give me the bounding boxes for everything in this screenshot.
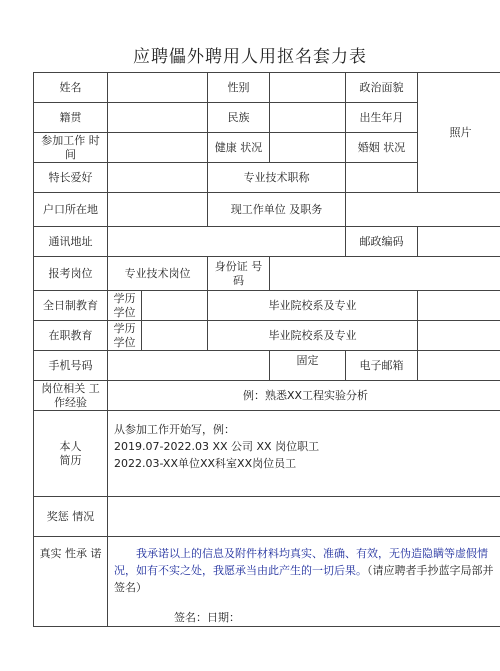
prof-title-field[interactable]: [346, 163, 418, 193]
ethnicity-label: 民族: [208, 103, 270, 133]
address-label: 通讯地址: [34, 227, 108, 257]
apply-post-label: 报考岗位: [34, 257, 108, 291]
inservice-degree-label: [108, 321, 142, 351]
photo-box[interactable]: [418, 73, 500, 193]
pledge-text: [114, 545, 497, 596]
pledge-blue-text: 我承诺以上的信息及附件材料均真实、准确、有效，无伪造隐瞒等虚假情况，如有不实之处，我愿承当由此产生的一切后果。: [114, 547, 488, 577]
fulltime-school-field[interactable]: [418, 291, 500, 321]
postcode-label: 邮政编码: [346, 227, 418, 257]
mobile-field[interactable]: [108, 351, 270, 381]
pledge-instruction: （请应聘者手抄蓝字局部并签名）: [114, 564, 494, 594]
native-place-label: 籍贯: [34, 103, 108, 133]
fulltime-school-label: 毕业院校系及专业: [208, 291, 418, 321]
pledge-field[interactable]: [108, 537, 500, 627]
sign-date: 签名：日期：: [174, 611, 240, 624]
gender-field[interactable]: [270, 73, 346, 103]
resume-line: 2019.07-2022.03 XX 公司 XX 岗位职工: [114, 440, 320, 453]
current-unit-field[interactable]: [346, 193, 500, 227]
related-exp-example: 例：熟悉XX工程实验分析: [242, 388, 369, 402]
hukou-label: 户口所在地: [34, 193, 108, 227]
resume-label: 本人简历: [34, 411, 108, 497]
politics-label: 政治面貌: [346, 73, 418, 103]
landline-label: 固定: [270, 351, 346, 381]
edu-degree-label: 学历: [113, 291, 136, 305]
marital-label: 婚姻 状况: [346, 133, 418, 163]
address-field[interactable]: [108, 227, 346, 257]
rewards-label: 奖惩 情况: [34, 497, 108, 537]
inservice-school-field[interactable]: [418, 321, 500, 351]
postcode-field[interactable]: [418, 227, 500, 257]
page-title: 应聘儡外聘用人用抠名套力表: [133, 47, 367, 67]
current-unit-label: 现工作单位 及职务: [208, 193, 346, 227]
hukou-field[interactable]: [108, 193, 208, 227]
health-label: 健康 状况: [208, 133, 270, 163]
related-exp-field[interactable]: [108, 381, 500, 411]
inservice-degree-field[interactable]: [142, 321, 208, 351]
email-field[interactable]: [418, 351, 500, 381]
resume-line: 2022.03-XX单位XX科室XX岗位员工: [114, 457, 297, 470]
photo-label: 照片: [449, 125, 472, 139]
degree-label: 学位: [113, 335, 136, 349]
application-form-table: [33, 72, 500, 627]
health-field[interactable]: [270, 133, 346, 163]
work-start-field[interactable]: [108, 133, 208, 163]
inservice-edu-label: 在职教育: [34, 321, 108, 351]
id-number-field[interactable]: [270, 257, 500, 291]
pledge-label: 真实 性承 诺: [34, 537, 108, 627]
related-exp-label: 岗位相关 工作经验: [34, 381, 108, 411]
mobile-label: 手机号码: [34, 351, 108, 381]
inservice-school-label: 毕业院校系及专业: [208, 321, 418, 351]
fulltime-degree-field[interactable]: [142, 291, 208, 321]
prof-post-label: 专业技术岗位: [108, 257, 208, 291]
work-start-label: 参加工作 时间: [34, 133, 108, 163]
gender-label: 性别: [208, 73, 270, 103]
edu-degree-label: 学历: [113, 321, 136, 335]
specialty-field[interactable]: [108, 163, 208, 193]
birth-label: 出生年月: [346, 103, 418, 133]
name-field[interactable]: [108, 73, 208, 103]
fulltime-edu-label: 全日制教育: [34, 291, 108, 321]
native-place-field[interactable]: [108, 103, 208, 133]
specialty-label: 特长爱好: [34, 163, 108, 193]
rewards-field[interactable]: [108, 497, 500, 537]
name-label: 姓名: [34, 73, 108, 103]
fulltime-degree-label: [108, 291, 142, 321]
email-label: 电子邮箱: [346, 351, 418, 381]
resume-field[interactable]: [108, 411, 500, 497]
prof-title-label: 专业技术职称: [208, 163, 346, 193]
degree-label: 学位: [113, 305, 136, 319]
ethnicity-field[interactable]: [270, 103, 346, 133]
id-number-label: 身份证 号码: [208, 257, 270, 291]
resume-intro: 从参加工作开始写，例：: [114, 423, 235, 436]
